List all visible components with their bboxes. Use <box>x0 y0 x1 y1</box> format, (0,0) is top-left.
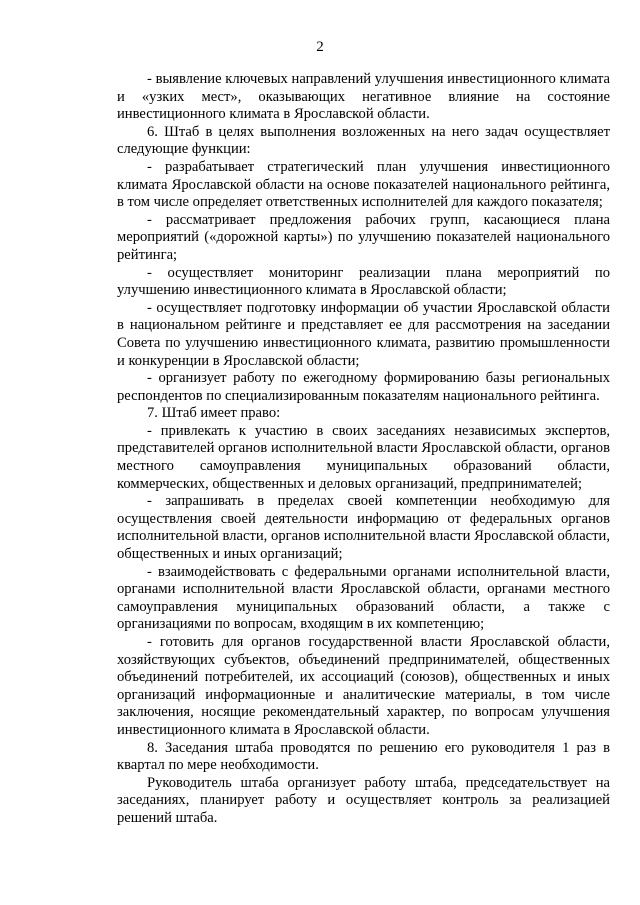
paragraph-item-6-functions: 6. Штаб в целях выполнения возложенных на него задач осуществляет следующие функции: <box>117 123 610 158</box>
paragraph-invite-experts: - привлекать к участию в своих заседаниях независимых экспертов, представителей органов исполнительной власти Ярославской области, органов местного самоуправления муниципальных образований области, коммерческих, общественных и деловых организаций, предпринимателей; <box>117 422 610 492</box>
paragraph-strategic-plan: - разрабатывает стратегический план улучшения инвестиционного климата Ярославской области на основе показателей национального рейтинга, в том числе определяет ответственных исполнителей для каждого показателя; <box>117 158 610 211</box>
paragraph-investment-bottlenecks: - выявление ключевых направлений улучшения инвестиционного климата и «узких мест», оказывающих негативное влияние на состояние инвестиционного климата в Ярославской области. <box>117 71 610 123</box>
paragraph-request-info: - запрашивать в пределах своей компетенции необходимую для осуществления своей деятельности информацию от федеральных органов исполнительной власти, органов исполнительной власти Ярославской области, общественных и иных организаций; <box>117 493 610 563</box>
paragraph-item-8-meetings: 8. Заседания штаба проводятся по решению его руководителя 1 раз в квартал по мере необходимости. <box>117 739 610 774</box>
paragraph-rating-info: - осуществляет подготовку информации об участии Ярославской области в национальном рейтинге и представляет ее для рассмотрения на заседании Совета по улучшению инвестиционного климата, развитию промышленности и конкуренции в Ярославской области; <box>117 299 610 369</box>
paragraph-prepare-materials: - готовить для органов государственной власти Ярославской области, хозяйствующих субъектов, объединений предпринимателей, общественных объединений потребителей, их ассоциаций (союзов), общественных и иных организаций информационные и аналитические материалы, в том числе заключения, носящие рекомендательный характер, по вопросам улучшения инвестиционного климата в Ярославской области. <box>117 634 610 738</box>
paragraph-interact: - взаимодействовать с федеральными органами исполнительной власти, органами исполнительной власти Ярославской области, органами местного самоуправления муниципальных образований области, а также с организациями по вопросам, входящим в их компетенцию; <box>117 563 610 633</box>
paragraph-respondents-base: - организует работу по ежегодному формированию базы региональных респондентов по специализированным показателям национального рейтинга. <box>117 370 610 404</box>
paragraph-head-duties: Руководитель штаба организует работу штаба, председательствует на заседаниях, планирует работу и осуществляет контроль за реализацией решений штаба. <box>117 774 610 826</box>
paragraph-monitoring: - осуществляет мониторинг реализации плана мероприятий по улучшению инвестиционного климата в Ярославской области; <box>117 264 610 299</box>
paragraph-working-groups: - рассматривает предложения рабочих групп, касающиеся плана мероприятий («дорожной карты») по улучшению показателей национального рейтинга; <box>117 211 610 263</box>
paragraph-item-7-rights: 7. Штаб имеет право: <box>147 405 281 422</box>
document-body <box>117 71 610 828</box>
page-number: 2 <box>316 39 324 55</box>
